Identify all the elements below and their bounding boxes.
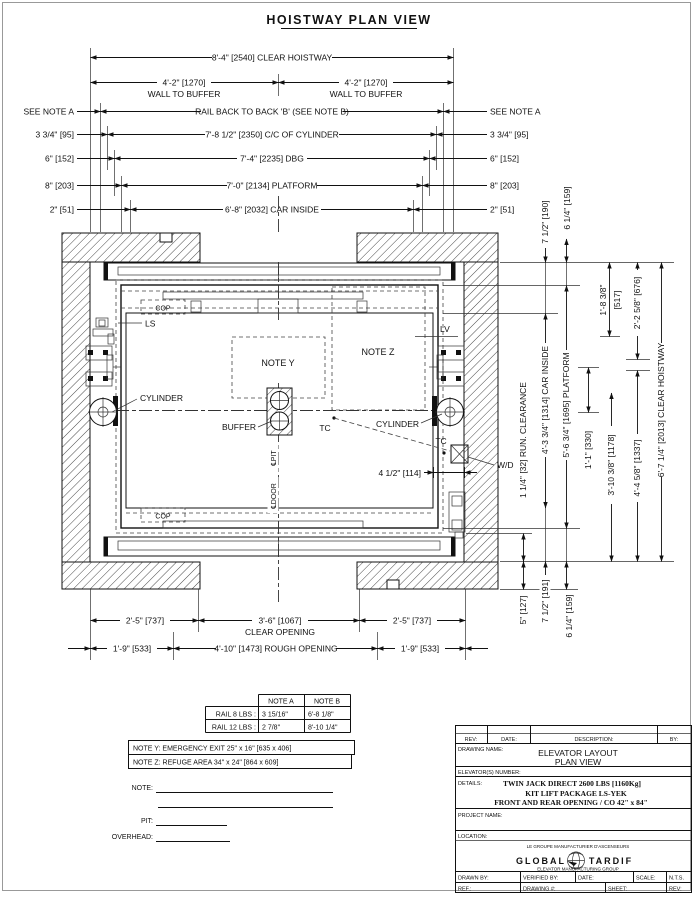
- dim-dbg-right: 6" [152]: [490, 153, 520, 164]
- dim-row-platform: [45, 180, 519, 191]
- rev2-label: REV:: [669, 886, 682, 893]
- cl-pit-label: ℄PIT: [271, 450, 278, 466]
- cop-bottom-label: COP: [155, 513, 171, 521]
- elevator-number-label: ELEVATOR(S) NUMBER:: [458, 770, 521, 776]
- door-assembly-top: [104, 263, 455, 280]
- dim-top-159: [562, 182, 573, 234]
- dim-row-cc-cylinder: [36, 129, 529, 140]
- rail-table-header-a: NOTE A: [268, 698, 294, 706]
- notes-boxes: [129, 741, 355, 769]
- ref-label: REF.:: [458, 886, 472, 893]
- svg-text:[517]: [517]: [612, 290, 622, 310]
- details-line2: KIT LIFT PACKAGE LS-YEK: [525, 789, 627, 798]
- dim-car-inside-vert: [540, 343, 551, 457]
- dim-platform-center: 7'-0" [2134] PLATFORM: [226, 180, 318, 191]
- lv-label: LV: [440, 324, 450, 334]
- dim-4-5-callout: [378, 467, 477, 478]
- dim-clear-right: 2'-5" [737]: [392, 615, 432, 626]
- cylinder-left-label: CYLINDER: [140, 393, 183, 403]
- rail-table-row2-b: 8'-10 1/4": [308, 724, 338, 732]
- dim-row-rough-opening: [68, 643, 488, 654]
- drawing-name-line1: ELEVATOR LAYOUT: [538, 748, 618, 758]
- rail-table-row1-label: RAIL 8 LBS :: [215, 711, 256, 719]
- note-z-label: NOTE Z: [361, 347, 395, 357]
- dim-run-clearance: [518, 381, 529, 499]
- dim-row-rail-back-to-back: [23, 106, 540, 117]
- note-y-text: NOTE Y: EMERGENCY EXIT 25" x 16" [635 x 406]: [133, 745, 292, 753]
- cylinder-left-callout: [112, 393, 183, 412]
- cylinder-right-label: CYLINDER: [376, 419, 419, 429]
- dim-517-mm: [612, 286, 623, 314]
- dim-row-clear-hoistway: [91, 51, 454, 63]
- dim-1337: [632, 434, 643, 502]
- buffer-callout: [222, 421, 272, 432]
- dim-top-190: [540, 196, 551, 248]
- dim-cyl-right: 3 3/4" [95]: [490, 129, 529, 140]
- rail-table-row1-a: 3 15/16": [262, 711, 288, 719]
- dim-rail-center: RAIL BACK TO BACK 'B' (SEE NOTE B): [195, 106, 349, 117]
- drawing-name-label: DRAWING NAME:: [458, 747, 504, 753]
- svg-text:2'-2 5/8" [676]: 2'-2 5/8" [676]: [632, 276, 642, 330]
- tc-1-label: TC: [319, 423, 331, 433]
- dim-cyl-center: 7'-8 1/2" [2350] C/C OF CYLINDER: [205, 129, 339, 140]
- drawing-name-line2: PLAN VIEW: [554, 757, 602, 767]
- footer-fill-ins: [112, 785, 333, 842]
- svg-text:6 1/4" [159]: 6 1/4" [159]: [562, 186, 572, 230]
- wall-notch-bottom: [387, 580, 399, 589]
- dim-row-car-inside: [50, 204, 515, 215]
- wall-top-left: [62, 233, 200, 262]
- drawing-title: [266, 13, 431, 29]
- by-header-label: BY:: [669, 737, 679, 743]
- buffer-symbol: [267, 388, 292, 435]
- dim-wtb-left-label: WALL TO BUFFER: [147, 89, 221, 99]
- dim-4-5-label: 4 1/2" [114]: [378, 468, 421, 478]
- rail-table: [206, 695, 351, 733]
- svg-text:6 1/4" [159]: 6 1/4" [159]: [564, 594, 574, 638]
- svg-text:1'-1" [330]: 1'-1" [330]: [583, 430, 593, 470]
- svg-text:1'-8 3/8": 1'-8 3/8": [598, 284, 608, 316]
- pit-fillin-label: PIT:: [140, 818, 153, 825]
- dim-rough-right: 1'-9" [533]: [400, 643, 440, 654]
- logo-tardif-text: TARDIF: [588, 856, 634, 866]
- car-door-bottom-band: [126, 513, 433, 528]
- company-logo: [516, 844, 633, 872]
- wall-notch-top: [160, 233, 172, 242]
- page-title: HOISTWAY PLAN VIEW: [266, 13, 432, 27]
- svg-text:4'-4 5/8" [1337]: 4'-4 5/8" [1337]: [632, 439, 642, 497]
- dim-wtb-left-value: 4'-2" [1270]: [162, 77, 206, 88]
- dim-row-wall-to-buffer: [91, 77, 454, 99]
- svg-text:7 1/2" [191]: 7 1/2" [191]: [540, 579, 550, 623]
- rail-bracket-right: [429, 346, 464, 386]
- dim-rough-value: 4'-10" [1473] ROUGH OPENING: [214, 643, 338, 654]
- verified-by-label: VERIFIED BY:: [523, 875, 559, 882]
- svg-text:3'-10 3/8" [1178]: 3'-10 3/8" [1178]: [606, 434, 616, 496]
- cylinder-symbol-right: [432, 396, 465, 427]
- dim-cyl-left: 3 3/4" [95]: [35, 129, 74, 140]
- rail-table-row2-a: 2 7/8": [262, 724, 281, 732]
- scale-value: N.T.S.: [669, 875, 684, 882]
- svg-text:5" [127]: 5" [127]: [518, 595, 528, 625]
- dim-car-left: 2" [51]: [49, 204, 74, 215]
- logo-global-text: GLOBAL: [516, 856, 566, 866]
- ls-label: LS: [145, 318, 156, 329]
- drawn-by-label: DRAWN BY:: [458, 875, 489, 882]
- dim-clear-hoistway: 8'-4" [2540] CLEAR HOISTWAY: [211, 52, 333, 63]
- dim-clear-hoistway-vert: [656, 342, 667, 477]
- dim-clear-value: 3'-6" [1067]: [258, 615, 302, 626]
- note-fillin-label: NOTE:: [131, 785, 153, 792]
- dim-car-right: 2" [51]: [490, 204, 515, 215]
- scale-label: SCALE:: [636, 875, 656, 882]
- logo-tagline-bottom: ELEVATOR MANUFACTURING GROUP: [537, 866, 619, 872]
- details-line1: TWIN JACK DIRECT 2600 LBS [1160Kg]: [502, 779, 642, 788]
- tc-2-label: TC: [435, 436, 447, 446]
- dim-676: [632, 270, 643, 336]
- date2-label: DATE:: [578, 875, 594, 882]
- cl-door-label: ℄DOOR: [271, 483, 278, 509]
- door-assembly-bottom: [104, 537, 455, 556]
- svg-text:6'-7 1/4" [2013] CLEAR HOISTWA: 6'-7 1/4" [2013] CLEAR HOISTWAY: [656, 342, 666, 478]
- dim-clear-left: 2'-5" [737]: [125, 615, 165, 626]
- details-label: DETAILS:: [458, 781, 483, 787]
- svg-text:5'-6 3/4" [1695] PLATFORM: 5'-6 3/4" [1695] PLATFORM: [561, 352, 571, 458]
- ls-callout: [118, 319, 156, 329]
- dim-platform-left: 8" [203]: [44, 180, 74, 191]
- location-label: LOCATION:: [458, 834, 488, 840]
- dim-dbg-center: 7'-4" [2235] DBG: [240, 153, 304, 164]
- dim-clear-label: CLEAR OPENING: [245, 627, 315, 637]
- dim-row-clear-opening: [91, 615, 466, 637]
- date-header-label: DATE:: [501, 737, 517, 743]
- rail-table-header-b: NOTE B: [313, 698, 341, 706]
- dim-bottom-191: [540, 575, 551, 627]
- logo-tagline-top: LE GROUPE MANUFACTURIER D'ASCENSEURS: [526, 844, 630, 849]
- dim-rough-left: 1'-9" [533]: [112, 643, 152, 654]
- dim-1178: [606, 426, 617, 504]
- dim-platform-right: 8" [203]: [490, 180, 520, 191]
- cop-top: [141, 300, 185, 314]
- dim-bottom-159: [564, 590, 575, 642]
- drawing-no-label: DRAWING #:: [523, 886, 556, 893]
- cop-bottom: [141, 508, 185, 522]
- dim-dbg-left: 6" [152]: [44, 153, 74, 164]
- svg-text:7 1/2" [190]: 7 1/2" [190]: [540, 200, 550, 244]
- dim-car-center: 6'-8" [2032] CAR INSIDE: [225, 204, 319, 215]
- pit-centerline-callout: [268, 444, 279, 472]
- rail-table-row2-label: RAIL 12 LBS :: [211, 724, 256, 732]
- wall-right: [464, 262, 498, 562]
- buffer-label: BUFFER: [222, 422, 256, 432]
- rev-header-label: REV:: [464, 737, 478, 743]
- dim-517-value: [598, 278, 609, 322]
- dim-wtb-right-label: WALL TO BUFFER: [329, 89, 403, 99]
- dim-wtb-right-value: 4'-2" [1270]: [344, 77, 388, 88]
- note-z-text: NOTE Z: REFUGE AREA 34" x 24" [864 x 609]: [133, 759, 279, 767]
- wd-label: W/D: [497, 460, 514, 470]
- door-lock-device-right: [449, 492, 465, 538]
- dim-rail-right: SEE NOTE A: [490, 106, 541, 117]
- dim-bottom-127: [518, 591, 529, 629]
- limit-switch-symbol-left: [93, 318, 114, 344]
- svg-text:4'-3 3/4" [1314] CAR INSIDE: 4'-3 3/4" [1314] CAR INSIDE: [540, 345, 550, 455]
- rail-table-row1-b: 6'-8 1/8": [308, 711, 334, 719]
- title-block: [456, 726, 692, 893]
- wall-bottom-right: [357, 562, 498, 589]
- svg-text:1 1/4" [32] RUN. CLEARANCE: 1 1/4" [32] RUN. CLEARANCE: [518, 382, 528, 498]
- sheet-label: SHEET:: [608, 886, 628, 893]
- description-header-label: DESCRIPTION:: [574, 737, 614, 743]
- wall-left: [62, 262, 90, 562]
- project-name-label: PROJECT NAME:: [458, 813, 503, 819]
- note-y-label: NOTE Y: [261, 358, 295, 368]
- dim-rail-left: SEE NOTE A: [23, 106, 74, 117]
- wall-bottom-left: [62, 562, 200, 589]
- wall-top-right: [357, 233, 498, 262]
- overhead-fillin-label: OVERHEAD:: [111, 834, 153, 841]
- dim-platform-vert: [561, 350, 572, 460]
- details-line3: FRONT AND REAR OPENING / CO 42" x 84": [494, 798, 648, 807]
- lv-callout: [415, 324, 458, 337]
- note-z-area: [332, 287, 425, 410]
- dim-row-dbg: [45, 153, 519, 164]
- cop-top-label: COP: [155, 305, 171, 313]
- door-centerline-callout: [268, 477, 279, 513]
- dim-330: [583, 426, 594, 474]
